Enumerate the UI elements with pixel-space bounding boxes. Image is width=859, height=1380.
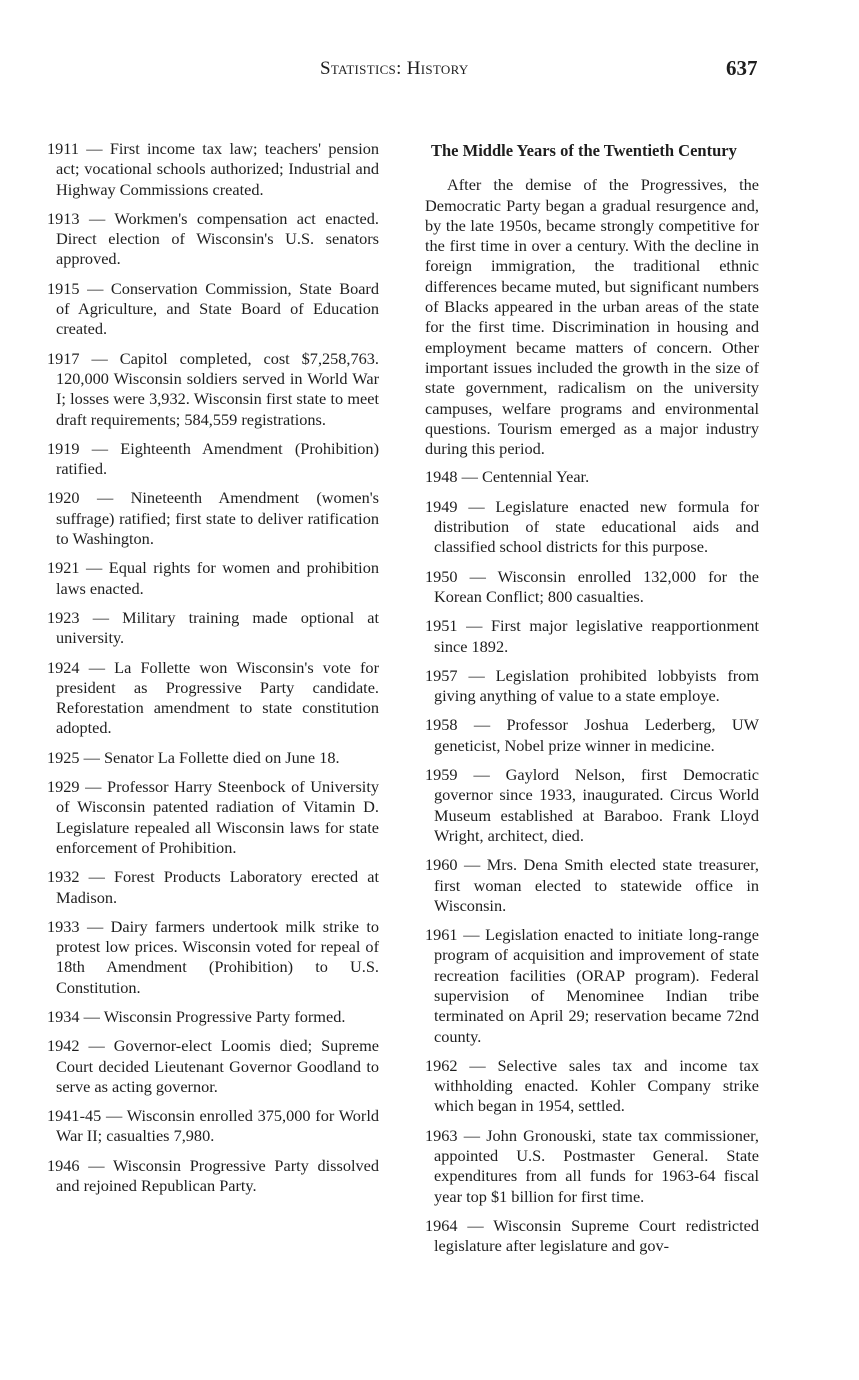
timeline-entry-1957: 1957 — Legislation prohibited lobbyists from giving anything of value to a state employe. bbox=[425, 665, 759, 706]
timeline-entry-1911: 1911 — First income tax law; teachers' pension act; vocational schools authorized; Industrial and Highway Commissions created. bbox=[47, 139, 379, 199]
timeline-entry-1959: 1959 — Gaylord Nelson, first Democratic governor since 1933, inaugurated. Circus World Museum established at Baraboo. Frank Lloyd Wright, architect, died. bbox=[425, 765, 759, 845]
left-column bbox=[47, 139, 379, 1205]
timeline-entry-1919: 1919 — Eighteenth Amendment (Prohibition) ratified. bbox=[47, 438, 379, 479]
timeline-entry-1915: 1915 — Conservation Commission, State Board of Agriculture, and State Board of Education created. bbox=[47, 278, 379, 339]
timeline-entry-1961: 1961 — Legislation enacted to initiate long-range program of acquisition and improvement of state recreation facilities (ORAP program). Federal supervision of Menominee Indian tribe terminated on April 29; reservation became 72nd county. bbox=[425, 925, 759, 1046]
timeline-entry-1962: 1962 — Selective sales tax and income tax withholding enacted. Kohler Company strike which began in 1954, settled. bbox=[425, 1055, 759, 1116]
intro-paragraph: After the demise of the Progressives, the Democratic Party began a gradual resurgence and, by the late 1950s, became strongly competitive for the first time in over a century. With the decline in foreign immigration, the traditional ethnic differences became muted, but significant numbers of Blacks appeared in the urban areas of the state for the first time. Discrimination in housing and employment became matters of concern. Other important issues included the growth in the size of state government, radicalism on the university campuses, welfare programs and environmental questions. Tourism emerged as a major industry during this period. bbox=[425, 175, 759, 459]
timeline-entry-1946: 1946 — Wisconsin Progressive Party dissolved and rejoined Republican Party. bbox=[47, 1155, 379, 1196]
timeline-entry-1942: 1942 — Governor-elect Loomis died; Supreme Court decided Lieutenant Governor Goodland to serve as acting governor. bbox=[47, 1036, 379, 1096]
timeline-entry-1929: 1929 — Professor Harry Steenbock of University of Wisconsin patented radiation of Vitamin D. Legislature repealed all Wisconsin laws for state enforcement of Prohibition. bbox=[47, 777, 379, 857]
running-title: Statistics: History bbox=[320, 58, 469, 79]
timeline-entry-1934: 1934 — Wisconsin Progressive Party formed. bbox=[47, 1006, 346, 1026]
timeline-entry-1913: 1913 — Workmen's compensation act enacted. Direct election of Wisconsin's U.S. senators approved. bbox=[47, 208, 379, 269]
timeline-entry-1948: 1948 — Centennial Year. bbox=[425, 467, 590, 487]
timeline-entry-1924: 1924 — La Follette won Wisconsin's vote for president as Progressive Party candidate. Reforestation amendment to state constitution adopted. bbox=[47, 657, 379, 738]
timeline-entry-1958: 1958 — Professor Joshua Lederberg, UW geneticist, Nobel prize winner in medicine. bbox=[425, 715, 759, 755]
timeline-entry-1921: 1921 — Equal rights for women and prohibition laws enacted. bbox=[47, 558, 379, 598]
timeline-entry-1963: 1963 — John Gronouski, state tax commissioner, appointed U.S. Postmaster General. State expenditures from all funds for 1963-64 fiscal year top $1 billion for first time. bbox=[425, 1125, 759, 1206]
right-column bbox=[425, 139, 759, 1266]
timeline-entry-1923: 1923 — Military training made optional at university. bbox=[47, 607, 379, 648]
timeline-entry-1925: 1925 — Senator La Follette died on June 18. bbox=[47, 747, 340, 767]
section-heading: The Middle Years of the Twentieth Century bbox=[431, 141, 737, 160]
timeline-entry-1960: 1960 — Mrs. Dena Smith elected state treasurer, first woman elected to statewide office in Wisconsin. bbox=[425, 855, 759, 915]
timeline-entry-1950: 1950 — Wisconsin enrolled 132,000 for the Korean Conflict; 800 casualties. bbox=[425, 566, 759, 606]
timeline-entry-1964: 1964 — Wisconsin Supreme Court redistricted legislature after legislature and gov- bbox=[425, 1215, 759, 1256]
page-number: 637 bbox=[726, 56, 758, 80]
timeline-entry-1920: 1920 — Nineteenth Amendment (women's suffrage) ratified; first state to deliver ratification to Washington. bbox=[47, 488, 379, 549]
timeline-entry-1917: 1917 — Capitol completed, cost $7,258,763. 120,000 Wisconsin soldiers served in World War I; losses were 3,932. Wisconsin first state to meet draft requirements; 584,559 registrations. bbox=[47, 348, 379, 429]
timeline-entry-1941-45: 1941-45 — Wisconsin enrolled 375,000 for World War II; casualties 7,980. bbox=[47, 1106, 379, 1146]
timeline-entry-1932: 1932 — Forest Products Laboratory erected at Madison. bbox=[47, 867, 379, 907]
timeline-entry-1949: 1949 — Legislature enacted new formula for distribution of state educational aids and classified school districts for this purpose. bbox=[425, 496, 759, 557]
timeline-entry-1951: 1951 — First major legislative reapportionment since 1892. bbox=[425, 616, 759, 656]
timeline-entry-1933: 1933 — Dairy farmers undertook milk strike to protest low prices. Wisconsin voted for repeal of 18th Amendment (Prohibition) to U.S. Constitution. bbox=[47, 916, 379, 997]
